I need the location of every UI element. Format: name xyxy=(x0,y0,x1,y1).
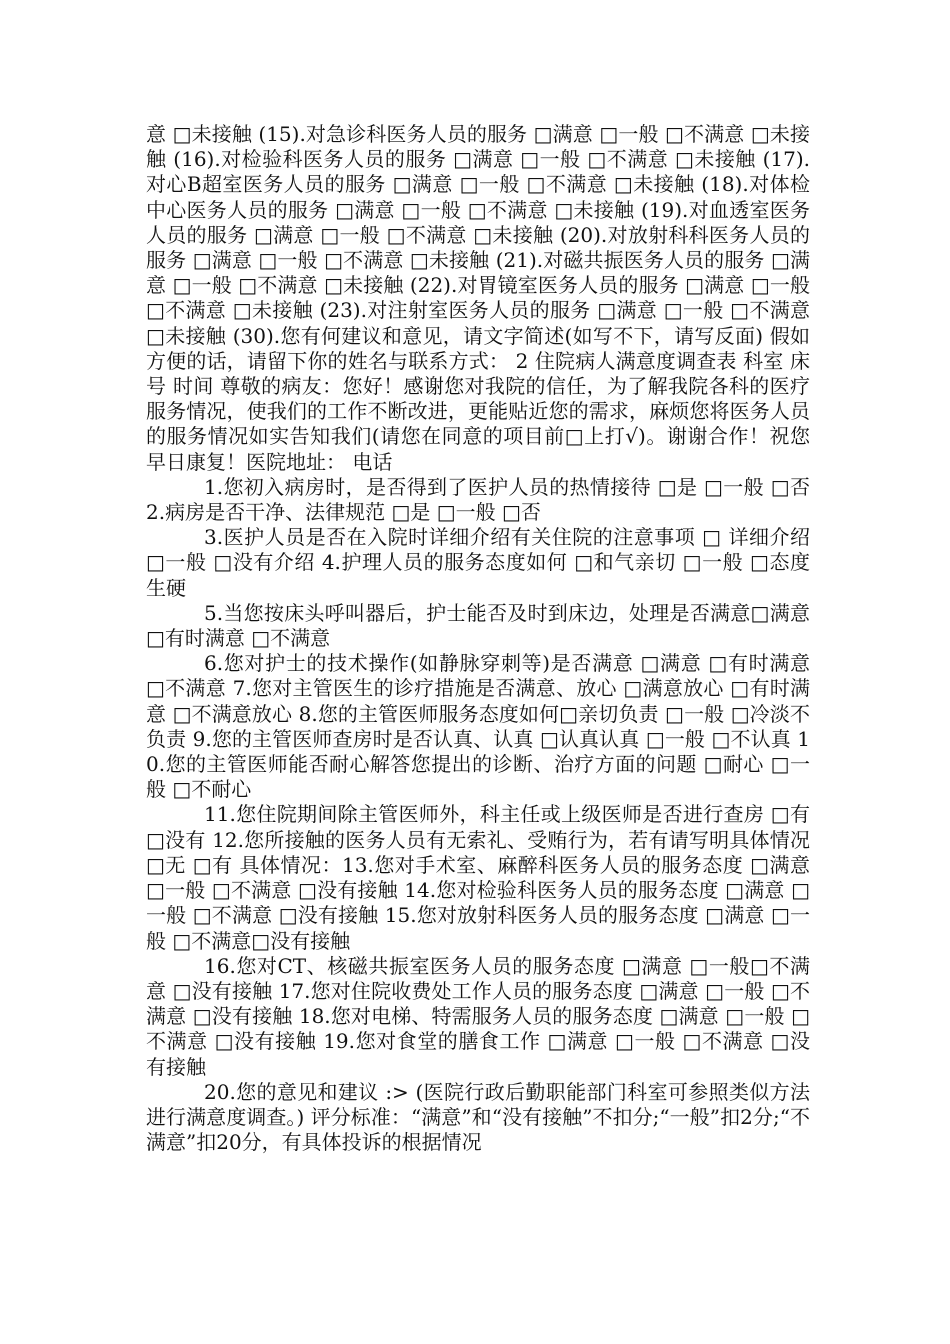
paragraph-q11-q15: 11.您住院期间除主管医师外，科主任或上级医师是否进行查房 □有 □没有 12.您所接触的医务人员有无索礼、受贿行为，若有请写明具体情况 □无 □有 具体情况：13.您对手术室、麻醉科医务人员的服务态度 □满意 □一般 □不满意 □没有接触 14.您对检验科医务人员的服务态度 □满意 □一般 □不满意 □没有接触 15.您对放射科医务人员的服务态度 □满意 □一般 □不满意□没有接触 xyxy=(146,802,810,953)
paragraph-q3-q4: 3.医护人员是否在入院时详细介绍有关住院的注意事项 □ 详细介绍 □一般 □没有介绍 4.护理人员的服务态度如何 □和气亲切 □一般 □态度生硬 xyxy=(146,525,810,600)
paragraph-department-service-ratings: 意 □未接触 (15).对急诊科医务人员的服务 □满意 □一般 □不满意 □未接触 (16).对检验科医务人员的服务 □满意 □一般 □不满意 □未接触 (17).对心B超室医务人员的服务 □满意 □一般 □不满意 □未接触 (18).对体检中心医务人员的服务 □满意 □一般 □不满意 □未接触 (19).对血透室医务人员的服务 □满意 □一般 □不满意 □未接触 (20).对放射科科医务人员的服务 □满意 □一般 □不满意 □未接触 (21).对磁共振医务人员的服务 □满意 □一般 □不满意 □未接触 (22).对胃镜室医务人员的服务 □满意 □一般 □不满意 □未接触 (23).对注射室医务人员的服务 □满意 □一般 □不满意 □未接触 (30).您有何建议和意见，请文字简述(如写不下，请写反面) 假如方便的话，请留下你的姓名与联系方式： 2 住院病人满意度调查表 科室 床号 时间 尊敬的病友：您好！感谢您对我院的信任，为了解我院各科的医疗服务情况，使我们的工作不断改进，更能贴近您的需求，麻烦您将医务人员的服务情况如实告知我们(请您在同意的项目前□上打√)。谢谢合作！祝您早日康复！医院地址： 电话 xyxy=(146,122,810,474)
paragraph-q20-scoring: 20.您的意见和建议 :> (医院行政后勤职能部门科室可参照类似方法进行满意度调查。) 评分标准：“满意”和“没有接触”不扣分;“一般”扣2分;“不满意”扣20分，有具体投诉的根据情况 xyxy=(146,1079,810,1155)
paragraph-q16-q19: 16.您对CT、核磁共振室医务人员的服务态度 □满意 □一般□不满意 □没有接触 17.您对住院收费处工作人员的服务态度 □满意 □一般 □不满意 □没有接触 18.您对电梯、特需服务人员的服务态度 □满意 □一般 □不满意 □没有接触 19.您对食堂的膳食工作 □满意 □一般 □不满意 □没有接触 xyxy=(146,953,810,1079)
paragraph-q5: 5.当您按床头呼叫器后，护士能否及时到床边，处理是否满意□满意 □有时满意 □不满意 xyxy=(146,600,810,651)
paragraph-q6-q10: 6.您对护士的技术操作(如静脉穿刺等)是否满意 □满意 □有时满意 □不满意 7.您对主管医生的诊疗措施是否满意、放心 □满意放心 □有时满意 □不满意放心 8.您的主管医师服务态度如何□亲切负责 □一般 □冷淡不负责 9.您的主管医师查房时是否认真、认真 □认真认真 □一般 □不认真 10.您的主管医师能否耐心解答您提出的诊断、治疗方面的问题 □耐心 □一般 □不耐心 xyxy=(146,651,810,802)
paragraph-q1-q2: 1.您初入病房时，是否得到了医护人员的热情接待 □是 □一般 □否 2.病房是否干净、法律规范 □是 □一般 □否 xyxy=(146,474,810,525)
document-page xyxy=(146,122,810,1155)
